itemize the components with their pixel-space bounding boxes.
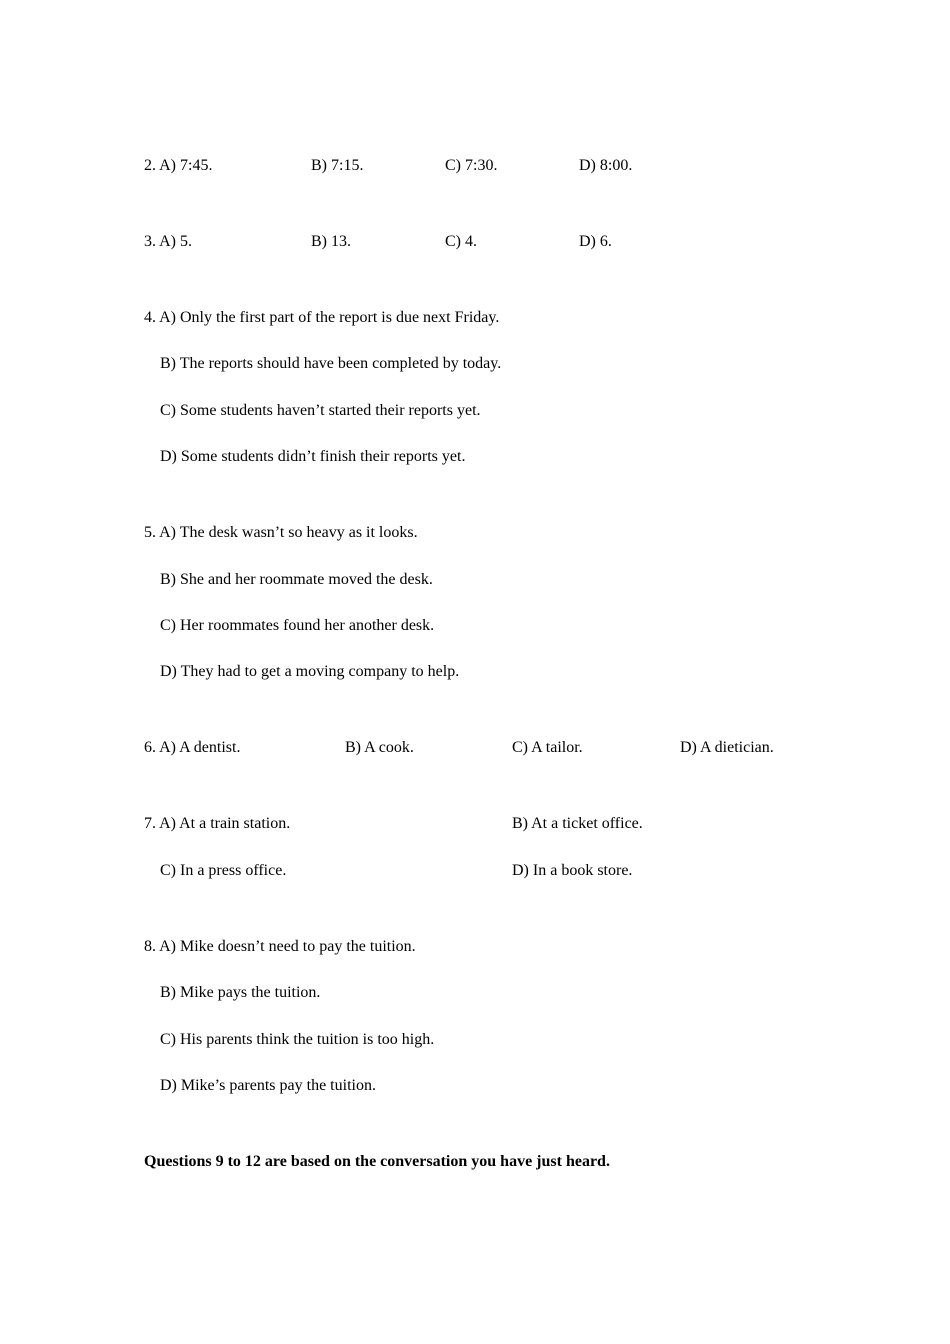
q8-option-c: C) His parents think the tuition is too high. bbox=[160, 1031, 435, 1048]
q2-option-c: C) 7:30. bbox=[445, 157, 498, 174]
q4-option-b: B) The reports should have been completed by today. bbox=[160, 355, 502, 372]
q6-option-a: 6. A) A dentist. bbox=[144, 739, 241, 756]
q7-option-b: B) At a ticket office. bbox=[512, 815, 643, 832]
q5-option-d: D) They had to get a moving company to help. bbox=[160, 663, 460, 680]
q2-option-a: 2. A) 7:45. bbox=[144, 157, 213, 174]
q7-option-c: C) In a press office. bbox=[160, 862, 287, 879]
q6-option-c: C) A tailor. bbox=[512, 739, 583, 756]
q5-option-a: 5. A) The desk wasn’t so heavy as it looks. bbox=[144, 524, 418, 541]
q3-option-a: 3. A) 5. bbox=[144, 233, 192, 250]
q8-option-a: 8. A) Mike doesn’t need to pay the tuition. bbox=[144, 938, 416, 955]
q3-option-d: D) 6. bbox=[579, 233, 612, 250]
q4-option-c: C) Some students haven’t started their reports yet. bbox=[160, 402, 481, 419]
q6-option-d: D) A dietician. bbox=[680, 739, 774, 756]
q2-option-b: B) 7:15. bbox=[311, 157, 364, 174]
q3-option-b: B) 13. bbox=[311, 233, 351, 250]
section-heading: Questions 9 to 12 are based on the conversation you have just heard. bbox=[144, 1153, 610, 1170]
q4-option-d: D) Some students didn’t finish their reports yet. bbox=[160, 448, 466, 465]
q3-option-c: C) 4. bbox=[445, 233, 477, 250]
q5-option-c: C) Her roommates found her another desk. bbox=[160, 617, 435, 634]
q8-option-d: D) Mike’s parents pay the tuition. bbox=[160, 1077, 376, 1094]
q7-option-a: 7. A) At a train station. bbox=[144, 815, 291, 832]
q7-option-d: D) In a book store. bbox=[512, 862, 633, 879]
q4-option-a: 4. A) Only the first part of the report is due next Friday. bbox=[144, 309, 500, 326]
q8-option-b: B) Mike pays the tuition. bbox=[160, 984, 321, 1001]
q6-option-b: B) A cook. bbox=[345, 739, 414, 756]
q2-option-d: D) 8:00. bbox=[579, 157, 633, 174]
q5-option-b: B) She and her roommate moved the desk. bbox=[160, 571, 433, 588]
